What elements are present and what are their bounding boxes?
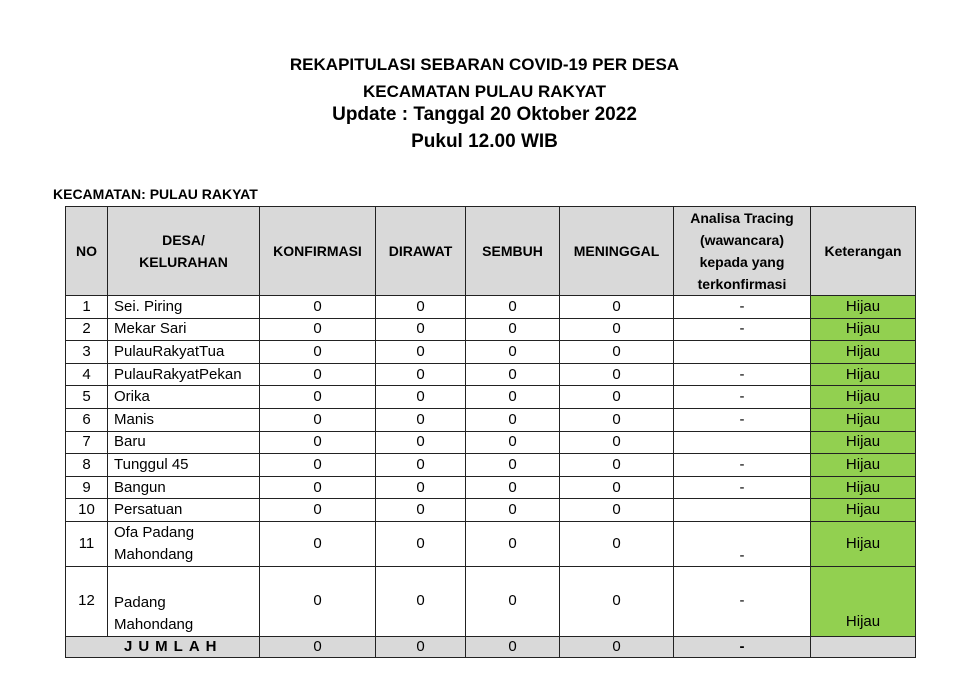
- cell-dirawat: 0: [376, 318, 466, 341]
- cell-desa: Orika: [108, 386, 260, 409]
- cell-desa: Sei. Piring: [108, 296, 260, 319]
- cell-no: 7: [66, 431, 108, 454]
- table-row: [66, 521, 916, 566]
- title-line-1: REKAPITULASI SEBARAN COVID-19 PER DESA: [289, 55, 680, 74]
- cell-dirawat: 0: [376, 476, 466, 499]
- cell-konfirmasi: 0: [260, 341, 376, 364]
- cell-konfirmasi: 0: [260, 318, 376, 341]
- cell-keterangan: Hijau: [811, 408, 916, 431]
- table-row: [66, 296, 916, 319]
- cell-analisa: -: [674, 318, 811, 341]
- total-konfirmasi: 0: [260, 636, 376, 657]
- header-desa: [108, 207, 260, 296]
- table-row: [66, 431, 916, 454]
- cell-konfirmasi: 0: [260, 454, 376, 477]
- total-meninggal: 0: [560, 636, 674, 657]
- cell-dirawat: 0: [376, 408, 466, 431]
- cell-dirawat: 0: [376, 499, 466, 522]
- table-row: [66, 408, 916, 431]
- cell-konfirmasi: 0: [260, 476, 376, 499]
- cell-meninggal: 0: [560, 296, 674, 319]
- cell-desa: PulauRakyatTua: [108, 341, 260, 364]
- table-row: [66, 386, 916, 409]
- table-row: [66, 363, 916, 386]
- cell-meninggal: 0: [560, 476, 674, 499]
- cell-no: 11: [66, 521, 108, 566]
- cell-analisa: -: [674, 454, 811, 477]
- cell-desa: [108, 521, 260, 566]
- cell-sembuh: 0: [466, 454, 560, 477]
- cell-no: 3: [66, 341, 108, 364]
- cell-desa: Bangun: [108, 476, 260, 499]
- cell-keterangan: Hijau: [811, 341, 916, 364]
- cell-no: 1: [66, 296, 108, 319]
- total-dirawat: 0: [376, 636, 466, 657]
- cell-dirawat: 0: [376, 341, 466, 364]
- cell-sembuh: 0: [466, 341, 560, 364]
- cell-dirawat: 0: [376, 386, 466, 409]
- cell-meninggal: 0: [560, 499, 674, 522]
- cell-desa: Manis: [108, 408, 260, 431]
- cell-dirawat: 0: [376, 521, 466, 566]
- cell-keterangan: Hijau: [811, 363, 916, 386]
- cell-dirawat: 0: [376, 431, 466, 454]
- cell-desa-line1: Ofa Padang: [114, 523, 195, 541]
- total-row: [66, 636, 916, 657]
- cell-desa: Persatuan: [108, 499, 260, 522]
- table-row: [66, 499, 916, 522]
- cell-analisa: -: [674, 566, 811, 636]
- cell-no: 2: [66, 318, 108, 341]
- cell-desa-line1: Padang: [114, 593, 166, 611]
- cell-konfirmasi: 0: [260, 363, 376, 386]
- table-row: [66, 566, 916, 636]
- table-row: [66, 318, 916, 341]
- cell-desa: Mekar Sari: [108, 318, 260, 341]
- cell-sembuh: 0: [466, 566, 560, 636]
- cell-sembuh: 0: [466, 408, 560, 431]
- cell-keterangan: Hijau: [811, 386, 916, 409]
- cell-no: 10: [66, 499, 108, 522]
- cell-analisa: -: [674, 386, 811, 409]
- cell-konfirmasi: 0: [260, 296, 376, 319]
- total-label: JUMLAH: [66, 636, 260, 657]
- cell-keterangan: Hijau: [811, 566, 916, 636]
- cell-keterangan: Hijau: [811, 318, 916, 341]
- cell-dirawat: 0: [376, 363, 466, 386]
- cell-analisa: -: [674, 521, 811, 566]
- cell-meninggal: 0: [560, 363, 674, 386]
- cell-analisa: [674, 341, 811, 364]
- table-row: [66, 341, 916, 364]
- kecamatan-label: KECAMATAN: PULAU RAKYAT: [53, 186, 258, 202]
- cell-sembuh: 0: [466, 499, 560, 522]
- cell-sembuh: 0: [466, 296, 560, 319]
- cell-desa: Baru: [108, 431, 260, 454]
- cell-sembuh: 0: [466, 318, 560, 341]
- cell-no: 9: [66, 476, 108, 499]
- cell-konfirmasi: 0: [260, 499, 376, 522]
- header-analisa: [674, 207, 811, 296]
- cell-keterangan: Hijau: [811, 521, 916, 566]
- cell-no: 5: [66, 386, 108, 409]
- cell-meninggal: 0: [560, 431, 674, 454]
- cell-meninggal: 0: [560, 521, 674, 566]
- cell-keterangan: Hijau: [811, 476, 916, 499]
- cell-sembuh: 0: [466, 363, 560, 386]
- cell-sembuh: 0: [466, 476, 560, 499]
- cell-konfirmasi: 0: [260, 386, 376, 409]
- cell-no: 6: [66, 408, 108, 431]
- table-row: [66, 476, 916, 499]
- cell-sembuh: 0: [466, 431, 560, 454]
- cell-keterangan: Hijau: [811, 431, 916, 454]
- cell-sembuh: 0: [466, 386, 560, 409]
- cell-analisa: [674, 499, 811, 522]
- cell-analisa: -: [674, 408, 811, 431]
- cell-meninggal: 0: [560, 566, 674, 636]
- header-sembuh: SEMBUH: [466, 207, 560, 296]
- header-meninggal: MENINGGAL: [560, 207, 674, 296]
- cell-desa-line2: Mahondang: [114, 545, 194, 563]
- header-analisa-text: Analisa Tracing (wawancara) kepada yang terkonfirmasi: [690, 210, 794, 292]
- cell-dirawat: 0: [376, 566, 466, 636]
- cell-desa: Tunggul 45: [108, 454, 260, 477]
- cell-analisa: -: [674, 476, 811, 499]
- cell-meninggal: 0: [560, 454, 674, 477]
- cell-sembuh: 0: [466, 521, 560, 566]
- cell-konfirmasi: 0: [260, 408, 376, 431]
- title-line-2: KECAMATAN PULAU RAKYAT: [362, 82, 607, 101]
- total-sembuh: 0: [466, 636, 560, 657]
- total-analisa: -: [674, 636, 811, 657]
- cell-analisa: -: [674, 363, 811, 386]
- cell-keterangan: Hijau: [811, 499, 916, 522]
- cell-desa: [108, 566, 260, 636]
- cell-konfirmasi: 0: [260, 566, 376, 636]
- cell-keterangan: Hijau: [811, 296, 916, 319]
- cell-keterangan: Hijau: [811, 454, 916, 477]
- cell-desa-line2: Mahondang: [114, 615, 194, 633]
- cell-meninggal: 0: [560, 386, 674, 409]
- header-no: NO: [66, 207, 108, 296]
- covid-recap-table: [65, 206, 916, 658]
- total-keterangan: [811, 636, 916, 657]
- table-header-row: [66, 207, 916, 296]
- cell-no: 4: [66, 363, 108, 386]
- cell-analisa: -: [674, 296, 811, 319]
- table-row: [66, 454, 916, 477]
- header-konfirmasi: KONFIRMASI: [260, 207, 376, 296]
- cell-meninggal: 0: [560, 341, 674, 364]
- cell-meninggal: 0: [560, 408, 674, 431]
- cell-no: 12: [66, 566, 108, 636]
- cell-desa: PulauRakyatPekan: [108, 363, 260, 386]
- cell-konfirmasi: 0: [260, 431, 376, 454]
- cell-no: 8: [66, 454, 108, 477]
- header-desa-text: DESA/ KELURAHAN: [139, 232, 228, 270]
- title-line-3: Update : Tanggal 20 Oktober 2022: [332, 104, 637, 125]
- header-dirawat: DIRAWAT: [376, 207, 466, 296]
- header-keterangan: Keterangan: [811, 207, 916, 296]
- cell-dirawat: 0: [376, 296, 466, 319]
- cell-analisa: [674, 431, 811, 454]
- cell-konfirmasi: 0: [260, 521, 376, 566]
- cell-meninggal: 0: [560, 318, 674, 341]
- title-line-4: Pukul 12.00 WIB: [411, 131, 558, 152]
- cell-dirawat: 0: [376, 454, 466, 477]
